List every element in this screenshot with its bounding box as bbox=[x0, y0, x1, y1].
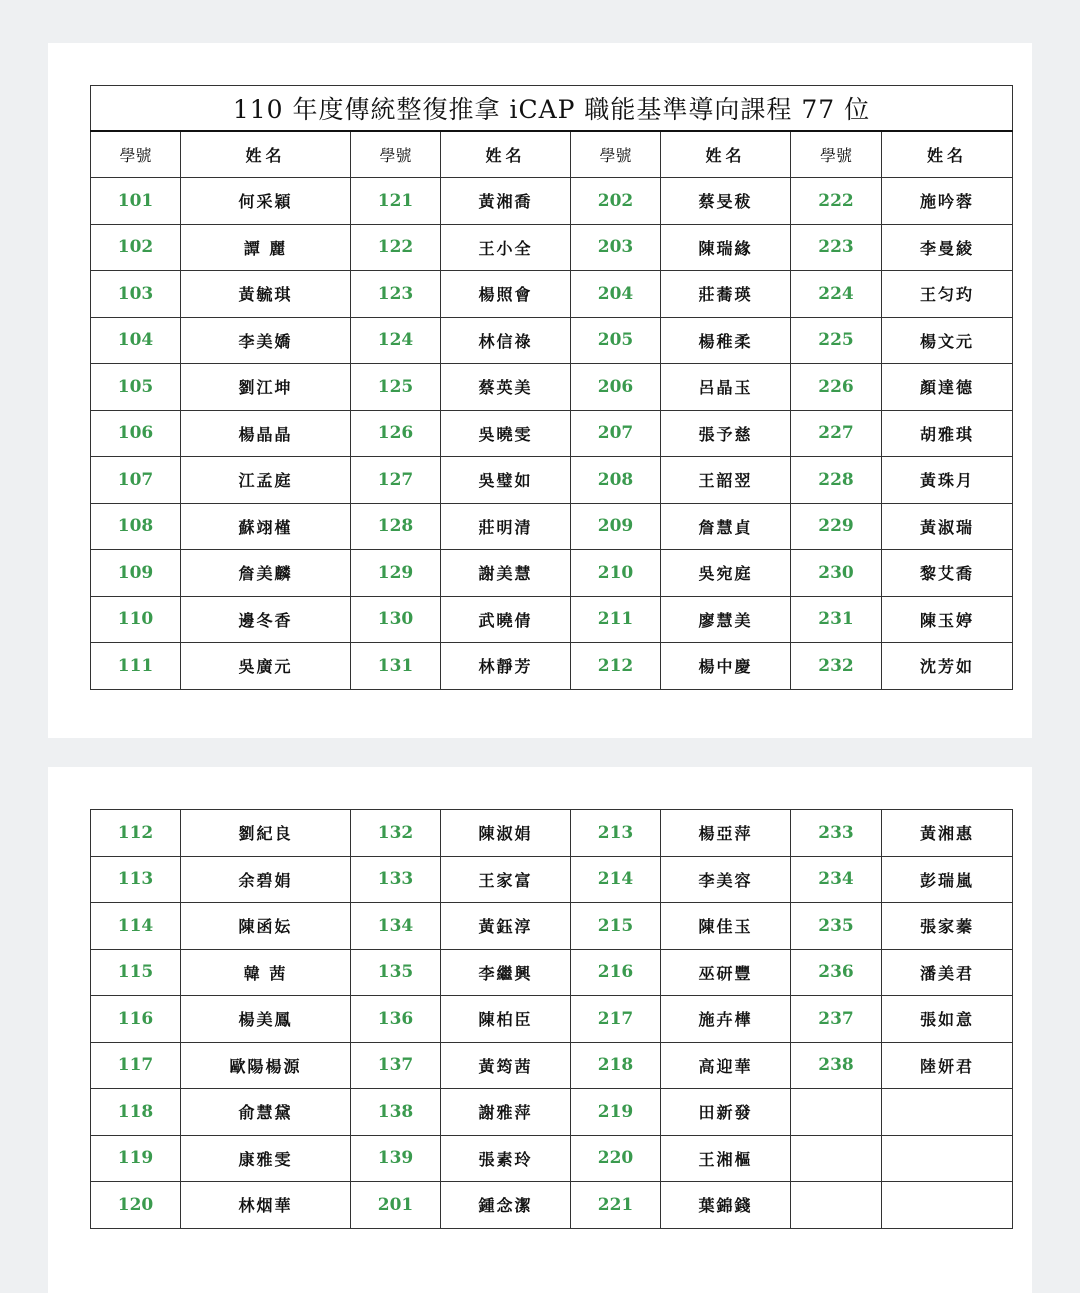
student-id-cell: 131 bbox=[351, 643, 441, 690]
table-row bbox=[91, 271, 1013, 318]
student-name-cell: 田新發 bbox=[661, 1089, 791, 1136]
table-row bbox=[91, 317, 1013, 364]
table-row bbox=[91, 1135, 1013, 1182]
student-id-cell: 210 bbox=[571, 550, 661, 597]
student-name-cell: 楊稚柔 bbox=[661, 317, 791, 364]
student-id-cell: 217 bbox=[571, 996, 661, 1043]
student-id-cell: 122 bbox=[351, 224, 441, 271]
student-name-cell: 譚 麗 bbox=[181, 224, 351, 271]
student-id-cell: 117 bbox=[91, 1042, 181, 1089]
student-name-cell: 楊晶晶 bbox=[181, 410, 351, 457]
student-id-cell: 221 bbox=[571, 1182, 661, 1229]
student-id-cell: 236 bbox=[791, 949, 882, 996]
student-name-cell: 劉紀良 bbox=[181, 810, 351, 857]
student-id-cell: 204 bbox=[571, 271, 661, 318]
student-id-cell: 216 bbox=[571, 949, 661, 996]
student-id-cell: 135 bbox=[351, 949, 441, 996]
header-id: 學號 bbox=[571, 131, 661, 178]
student-id-cell: 235 bbox=[791, 903, 882, 950]
student-id-cell bbox=[791, 1135, 882, 1182]
student-name-cell: 楊亞萍 bbox=[661, 810, 791, 857]
student-id-cell: 116 bbox=[91, 996, 181, 1043]
student-name-cell: 余碧娟 bbox=[181, 856, 351, 903]
student-name-cell: 李繼興 bbox=[441, 949, 571, 996]
table-row bbox=[91, 1042, 1013, 1089]
student-name-cell bbox=[882, 1182, 1013, 1229]
student-id-cell: 111 bbox=[91, 643, 181, 690]
table-row bbox=[91, 178, 1013, 225]
student-name-cell: 楊照會 bbox=[441, 271, 571, 318]
page-title: 110 年度傳統整復推拿 iCAP 職能基準導向課程 77 位 bbox=[91, 86, 1013, 132]
student-name-cell: 鍾念潔 bbox=[441, 1182, 571, 1229]
student-name-cell: 吳宛庭 bbox=[661, 550, 791, 597]
student-name-cell: 林靜芳 bbox=[441, 643, 571, 690]
student-id-cell: 233 bbox=[791, 810, 882, 857]
student-id-cell: 232 bbox=[791, 643, 882, 690]
header-id: 學號 bbox=[351, 131, 441, 178]
student-name-cell: 陳柏臣 bbox=[441, 996, 571, 1043]
student-id-cell: 223 bbox=[791, 224, 882, 271]
table-row bbox=[91, 643, 1013, 690]
student-id-cell: 118 bbox=[91, 1089, 181, 1136]
student-name-cell: 沈芳如 bbox=[882, 643, 1013, 690]
student-name-cell: 謝雅萍 bbox=[441, 1089, 571, 1136]
student-name-cell: 李曼綾 bbox=[882, 224, 1013, 271]
student-name-cell bbox=[882, 1135, 1013, 1182]
student-id-cell: 106 bbox=[91, 410, 181, 457]
student-id-cell: 222 bbox=[791, 178, 882, 225]
student-name-cell: 王湘樞 bbox=[661, 1135, 791, 1182]
student-id-cell: 203 bbox=[571, 224, 661, 271]
student-name-cell: 黃筠茜 bbox=[441, 1042, 571, 1089]
table-row bbox=[91, 949, 1013, 996]
student-name-cell: 黃湘惠 bbox=[882, 810, 1013, 857]
student-id-cell: 208 bbox=[571, 457, 661, 504]
student-name-cell: 謝美慧 bbox=[441, 550, 571, 597]
student-id-cell: 114 bbox=[91, 903, 181, 950]
student-name-cell: 吳曉雯 bbox=[441, 410, 571, 457]
student-name-cell: 韓 茜 bbox=[181, 949, 351, 996]
student-id-cell: 133 bbox=[351, 856, 441, 903]
student-name-cell: 陳淑娟 bbox=[441, 810, 571, 857]
table-row bbox=[91, 503, 1013, 550]
student-id-cell: 205 bbox=[571, 317, 661, 364]
student-id-cell: 220 bbox=[571, 1135, 661, 1182]
student-id-cell: 130 bbox=[351, 596, 441, 643]
student-id-cell: 206 bbox=[571, 364, 661, 411]
student-id-cell: 129 bbox=[351, 550, 441, 597]
student-id-cell: 101 bbox=[91, 178, 181, 225]
student-id-cell: 109 bbox=[91, 550, 181, 597]
student-id-cell: 214 bbox=[571, 856, 661, 903]
student-id-cell: 102 bbox=[91, 224, 181, 271]
student-name-cell: 廖慧美 bbox=[661, 596, 791, 643]
student-id-cell: 202 bbox=[571, 178, 661, 225]
student-name-cell: 邊冬香 bbox=[181, 596, 351, 643]
student-id-cell: 107 bbox=[91, 457, 181, 504]
document-page-1 bbox=[48, 43, 1032, 738]
student-name-cell: 呂晶玉 bbox=[661, 364, 791, 411]
table-row bbox=[91, 810, 1013, 857]
student-id-cell: 103 bbox=[91, 271, 181, 318]
student-id-cell: 119 bbox=[91, 1135, 181, 1182]
student-id-cell bbox=[791, 1182, 882, 1229]
student-id-cell: 237 bbox=[791, 996, 882, 1043]
student-id-cell: 225 bbox=[791, 317, 882, 364]
student-id-cell: 238 bbox=[791, 1042, 882, 1089]
student-name-cell: 陳玉婷 bbox=[882, 596, 1013, 643]
student-id-cell: 125 bbox=[351, 364, 441, 411]
student-id-cell: 234 bbox=[791, 856, 882, 903]
student-name-cell: 顏達德 bbox=[882, 364, 1013, 411]
student-id-cell: 113 bbox=[91, 856, 181, 903]
student-name-cell: 李美嬌 bbox=[181, 317, 351, 364]
student-name-cell: 黃淑瑞 bbox=[882, 503, 1013, 550]
student-id-cell: 105 bbox=[91, 364, 181, 411]
student-name-cell: 張如意 bbox=[882, 996, 1013, 1043]
table-row bbox=[91, 224, 1013, 271]
student-name-cell: 張家蓁 bbox=[882, 903, 1013, 950]
student-name-cell: 黃鈺淳 bbox=[441, 903, 571, 950]
student-name-cell: 何采穎 bbox=[181, 178, 351, 225]
roster-table-page-1 bbox=[90, 85, 1013, 690]
table-row bbox=[91, 550, 1013, 597]
student-id-cell: 108 bbox=[91, 503, 181, 550]
table-row bbox=[91, 457, 1013, 504]
student-id-cell bbox=[791, 1089, 882, 1136]
student-id-cell: 121 bbox=[351, 178, 441, 225]
student-name-cell: 蔡英美 bbox=[441, 364, 571, 411]
student-name-cell: 陸妍君 bbox=[882, 1042, 1013, 1089]
student-id-cell: 201 bbox=[351, 1182, 441, 1229]
student-id-cell: 112 bbox=[91, 810, 181, 857]
header-name: 姓名 bbox=[441, 131, 571, 178]
student-name-cell: 蘇翊槿 bbox=[181, 503, 351, 550]
student-id-cell: 228 bbox=[791, 457, 882, 504]
student-name-cell: 楊文元 bbox=[882, 317, 1013, 364]
student-id-cell: 127 bbox=[351, 457, 441, 504]
student-id-cell: 137 bbox=[351, 1042, 441, 1089]
student-id-cell: 215 bbox=[571, 903, 661, 950]
student-id-cell: 104 bbox=[91, 317, 181, 364]
roster-table-page-2 bbox=[90, 809, 1013, 1229]
student-name-cell: 楊美鳳 bbox=[181, 996, 351, 1043]
student-id-cell: 212 bbox=[571, 643, 661, 690]
student-name-cell: 蔡旻秡 bbox=[661, 178, 791, 225]
student-name-cell: 張素玲 bbox=[441, 1135, 571, 1182]
table-row bbox=[91, 856, 1013, 903]
student-id-cell: 229 bbox=[791, 503, 882, 550]
document-page-2 bbox=[48, 767, 1032, 1293]
header-name: 姓名 bbox=[181, 131, 351, 178]
table-row bbox=[91, 410, 1013, 457]
student-id-cell: 136 bbox=[351, 996, 441, 1043]
student-name-cell: 陳函妘 bbox=[181, 903, 351, 950]
student-name-cell: 詹美麟 bbox=[181, 550, 351, 597]
student-name-cell: 吳璧如 bbox=[441, 457, 571, 504]
student-name-cell: 黎艾喬 bbox=[882, 550, 1013, 597]
student-name-cell: 劉江坤 bbox=[181, 364, 351, 411]
student-id-cell: 139 bbox=[351, 1135, 441, 1182]
table-row bbox=[91, 364, 1013, 411]
table-row bbox=[91, 996, 1013, 1043]
header-id: 學號 bbox=[91, 131, 181, 178]
student-id-cell: 128 bbox=[351, 503, 441, 550]
student-name-cell: 詹慧貞 bbox=[661, 503, 791, 550]
student-id-cell: 207 bbox=[571, 410, 661, 457]
student-name-cell: 林信祿 bbox=[441, 317, 571, 364]
header-name: 姓名 bbox=[882, 131, 1013, 178]
student-name-cell: 吳廣元 bbox=[181, 643, 351, 690]
student-name-cell: 巫研豐 bbox=[661, 949, 791, 996]
student-id-cell: 219 bbox=[571, 1089, 661, 1136]
student-id-cell: 134 bbox=[351, 903, 441, 950]
table-row bbox=[91, 1089, 1013, 1136]
student-id-cell: 231 bbox=[791, 596, 882, 643]
student-name-cell: 武曉倩 bbox=[441, 596, 571, 643]
student-id-cell: 226 bbox=[791, 364, 882, 411]
student-name-cell: 黃毓琪 bbox=[181, 271, 351, 318]
student-id-cell: 224 bbox=[791, 271, 882, 318]
student-name-cell: 王韶翌 bbox=[661, 457, 791, 504]
student-id-cell: 132 bbox=[351, 810, 441, 857]
student-name-cell: 楊中慶 bbox=[661, 643, 791, 690]
student-id-cell: 230 bbox=[791, 550, 882, 597]
student-id-cell: 120 bbox=[91, 1182, 181, 1229]
student-id-cell: 123 bbox=[351, 271, 441, 318]
student-name-cell: 施吟蓉 bbox=[882, 178, 1013, 225]
student-name-cell: 陳瑞緣 bbox=[661, 224, 791, 271]
student-name-cell: 江孟庭 bbox=[181, 457, 351, 504]
student-name-cell: 施卉樺 bbox=[661, 996, 791, 1043]
student-name-cell: 葉錦錢 bbox=[661, 1182, 791, 1229]
student-name-cell: 俞慧黛 bbox=[181, 1089, 351, 1136]
student-name-cell: 王小全 bbox=[441, 224, 571, 271]
student-name-cell: 高迎華 bbox=[661, 1042, 791, 1089]
student-name-cell: 莊蕎瑛 bbox=[661, 271, 791, 318]
student-name-cell: 張予慈 bbox=[661, 410, 791, 457]
student-name-cell: 李美容 bbox=[661, 856, 791, 903]
table-row bbox=[91, 596, 1013, 643]
student-name-cell: 黃湘喬 bbox=[441, 178, 571, 225]
student-id-cell: 213 bbox=[571, 810, 661, 857]
student-id-cell: 124 bbox=[351, 317, 441, 364]
student-name-cell: 陳佳玉 bbox=[661, 903, 791, 950]
header-id: 學號 bbox=[791, 131, 882, 178]
student-id-cell: 138 bbox=[351, 1089, 441, 1136]
student-id-cell: 126 bbox=[351, 410, 441, 457]
student-name-cell: 王家富 bbox=[441, 856, 571, 903]
student-id-cell: 227 bbox=[791, 410, 882, 457]
student-name-cell: 潘美君 bbox=[882, 949, 1013, 996]
header-name: 姓名 bbox=[661, 131, 791, 178]
student-id-cell: 110 bbox=[91, 596, 181, 643]
student-name-cell bbox=[882, 1089, 1013, 1136]
table-row bbox=[91, 903, 1013, 950]
student-id-cell: 218 bbox=[571, 1042, 661, 1089]
student-name-cell: 彭瑞嵐 bbox=[882, 856, 1013, 903]
student-id-cell: 115 bbox=[91, 949, 181, 996]
student-name-cell: 黃珠月 bbox=[882, 457, 1013, 504]
student-name-cell: 歐陽楊源 bbox=[181, 1042, 351, 1089]
student-name-cell: 王匀玓 bbox=[882, 271, 1013, 318]
student-name-cell: 莊明清 bbox=[441, 503, 571, 550]
student-id-cell: 209 bbox=[571, 503, 661, 550]
student-id-cell: 211 bbox=[571, 596, 661, 643]
student-name-cell: 林烟華 bbox=[181, 1182, 351, 1229]
table-row bbox=[91, 1182, 1013, 1229]
header-row bbox=[91, 131, 1013, 178]
student-name-cell: 康雅雯 bbox=[181, 1135, 351, 1182]
student-name-cell: 胡雅琪 bbox=[882, 410, 1013, 457]
